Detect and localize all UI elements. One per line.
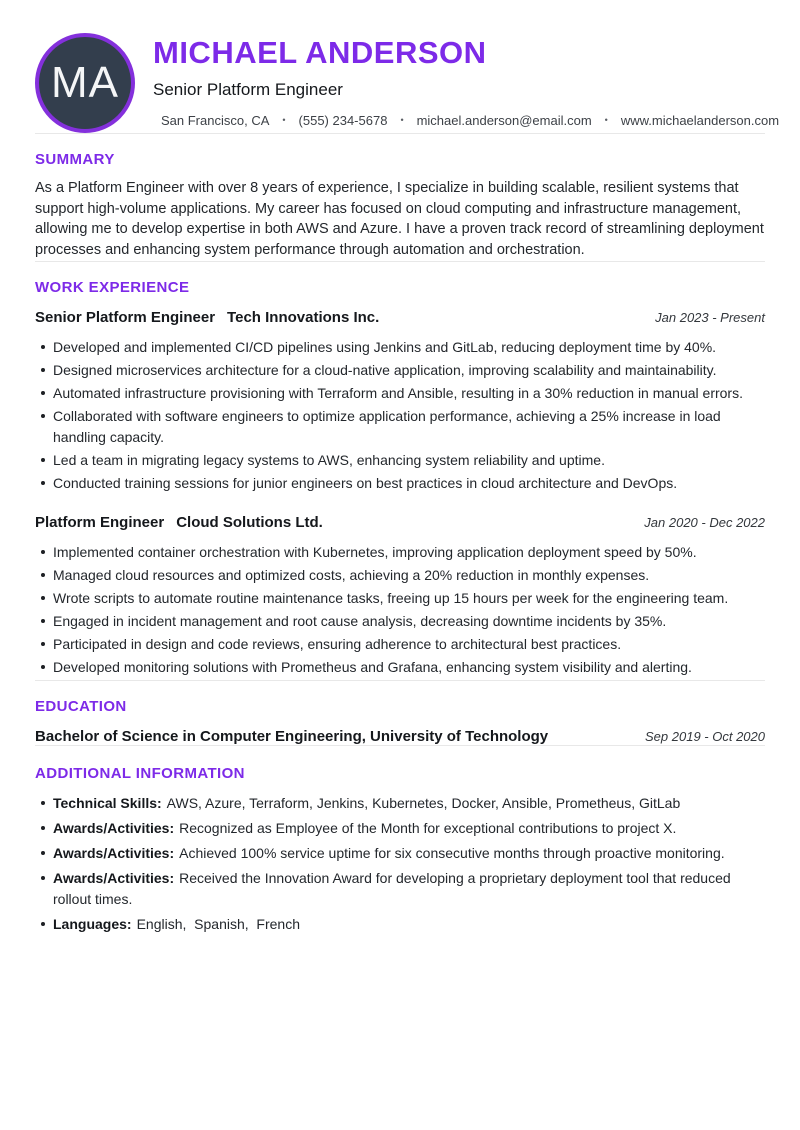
job-bullet-list	[35, 542, 765, 678]
job-entry	[35, 514, 765, 678]
job-bullet	[53, 634, 765, 655]
info-item-label: Technical Skills:	[53, 794, 162, 811]
job-bullet-text: Designed microservices architecture for a cloud-native application, improving scalability and maintainability.	[53, 361, 717, 378]
avatar	[35, 33, 135, 133]
info-item-text: Received the Innovation Award for developing a proprietary deployment tool that reduced rollout times.	[53, 869, 735, 907]
job-bullet-list	[35, 337, 765, 494]
summary-text: As a Platform Engineer with over 8 years of experience, I specialize in building scalable, resilient systems that support high-volume applications. My career has focused on cloud computing and infrastructure management, allowing me to develop expertise in both AWS and Azure. I have a proven track record of streamlining deployment processes and enhancing system performance through automation and orchestration.	[35, 180, 764, 259]
education-heading: EDUCATION	[35, 697, 127, 715]
info-item-label: Awards/Activities:	[53, 819, 175, 836]
job-bullet	[53, 473, 765, 494]
education-entry	[35, 728, 765, 745]
job-bullet-text: Collaborated with software engineers to optimize application performance, achieving a 25% increase in load handling capacity.	[53, 407, 725, 445]
job-bullet-text: Managed cloud resources and optimized costs, achieving a 20% reduction in monthly expenses.	[53, 566, 650, 583]
work-experience-divider	[35, 680, 765, 681]
job-bullet	[53, 450, 765, 471]
education-dates: Sep 2019 - Oct 2020	[645, 728, 765, 744]
job-bullet	[53, 383, 765, 404]
contact-phone: (555) 234-5678	[298, 113, 388, 129]
job-company: Tech Innovations Inc.	[227, 308, 380, 326]
work-experience-section	[35, 279, 765, 678]
job-bullet-text: Conducted training sessions for junior engineers on best practices in cloud architecture and DevOps.	[53, 474, 678, 491]
info-item	[53, 818, 765, 839]
job-bullet	[53, 337, 765, 358]
info-item-text: English, Spanish, French	[136, 915, 300, 932]
job-dates: Jan 2020 - Dec 2022	[644, 514, 765, 530]
contact-website: www.michaelanderson.com	[620, 113, 780, 129]
info-item-text: Achieved 100% service uptime for six consecutive months through proactive monitoring.	[179, 844, 725, 861]
info-item-label: Awards/Activities:	[53, 844, 175, 861]
avatar-initials: MA	[51, 58, 119, 107]
job-header	[35, 309, 765, 327]
job-bullet	[53, 588, 765, 609]
additional-information-section	[35, 765, 765, 935]
job-title: Senior Platform Engineer	[35, 308, 216, 326]
job-dates: Jan 2023 - Present	[655, 309, 765, 325]
job-bullet-text: Participated in design and code reviews, ensuring adherence to architectural best practices.	[53, 635, 622, 652]
job-bullet-text: Developed and implemented CI/CD pipelines using Jenkins and GitLab, reducing deployment time by 40%.	[53, 338, 717, 355]
dot-separator-icon: •	[400, 115, 404, 126]
additional-information-heading: ADDITIONAL INFORMATION	[35, 764, 245, 782]
education-section	[35, 698, 765, 745]
job-bullet-text: Wrote scripts to automate routine maintenance tasks, freeing up 15 hours per week for the engineering team.	[53, 589, 729, 606]
contact-line	[153, 113, 780, 129]
candidate-name: MICHAEL ANDERSON	[153, 35, 487, 70]
info-item	[53, 843, 765, 864]
job-bullet-text: Automated infrastructure provisioning with Terraform and Ansible, resulting in a 30% reduction in manual errors.	[53, 384, 743, 401]
dot-separator-icon: •	[604, 115, 608, 126]
job-title-row	[35, 309, 379, 327]
job-bullet-text: Developed monitoring solutions with Prometheus and Grafana, enhancing system visibility and alerting.	[53, 658, 692, 675]
summary-section	[35, 151, 765, 261]
info-item-text: AWS, Azure, Terraform, Jenkins, Kubernetes, Docker, Ansible, Prometheus, GitLab	[166, 794, 681, 811]
dot-separator-icon: •	[282, 115, 286, 126]
education-degree: Bachelor of Science in Computer Engineering, University of Technology	[35, 727, 549, 745]
job-bullet-text: Implemented container orchestration with Kubernetes, improving application deployment speed by 50%.	[53, 543, 697, 560]
info-item	[53, 914, 765, 935]
summary-heading: SUMMARY	[35, 151, 115, 168]
job-title-row	[35, 514, 323, 532]
resume-header	[35, 33, 780, 133]
info-item	[53, 793, 765, 814]
job-bullet-text: Engaged in incident management and root cause analysis, decreasing downtime incidents by 35%.	[53, 612, 667, 629]
job-bullet	[53, 611, 765, 632]
header-divider	[35, 133, 765, 134]
info-item	[53, 868, 765, 910]
job-title: Platform Engineer	[35, 513, 165, 531]
work-experience-heading: WORK EXPERIENCE	[35, 278, 190, 296]
job-header	[35, 514, 765, 532]
info-item-label: Languages:	[53, 915, 132, 932]
candidate-role: Senior Platform Engineer	[153, 80, 343, 100]
summary-divider	[35, 261, 765, 262]
info-item-label: Awards/Activities:	[53, 869, 175, 886]
job-bullet	[53, 657, 765, 678]
contact-location: San Francisco, CA	[161, 113, 270, 129]
contact-email: michael.anderson@email.com	[416, 113, 592, 129]
job-bullet	[53, 406, 765, 448]
job-bullet-text: Led a team in migrating legacy systems to AWS, enhancing system reliability and uptime.	[53, 451, 605, 468]
additional-information-list	[35, 793, 765, 935]
job-bullet	[53, 565, 765, 586]
job-entry	[35, 309, 765, 494]
job-company: Cloud Solutions Ltd.	[176, 513, 323, 531]
info-item-text: Recognized as Employee of the Month for exceptional contributions to project X.	[179, 819, 677, 836]
education-divider	[35, 745, 765, 746]
header-text	[153, 33, 780, 129]
job-bullet	[53, 542, 765, 563]
job-bullet	[53, 360, 765, 381]
